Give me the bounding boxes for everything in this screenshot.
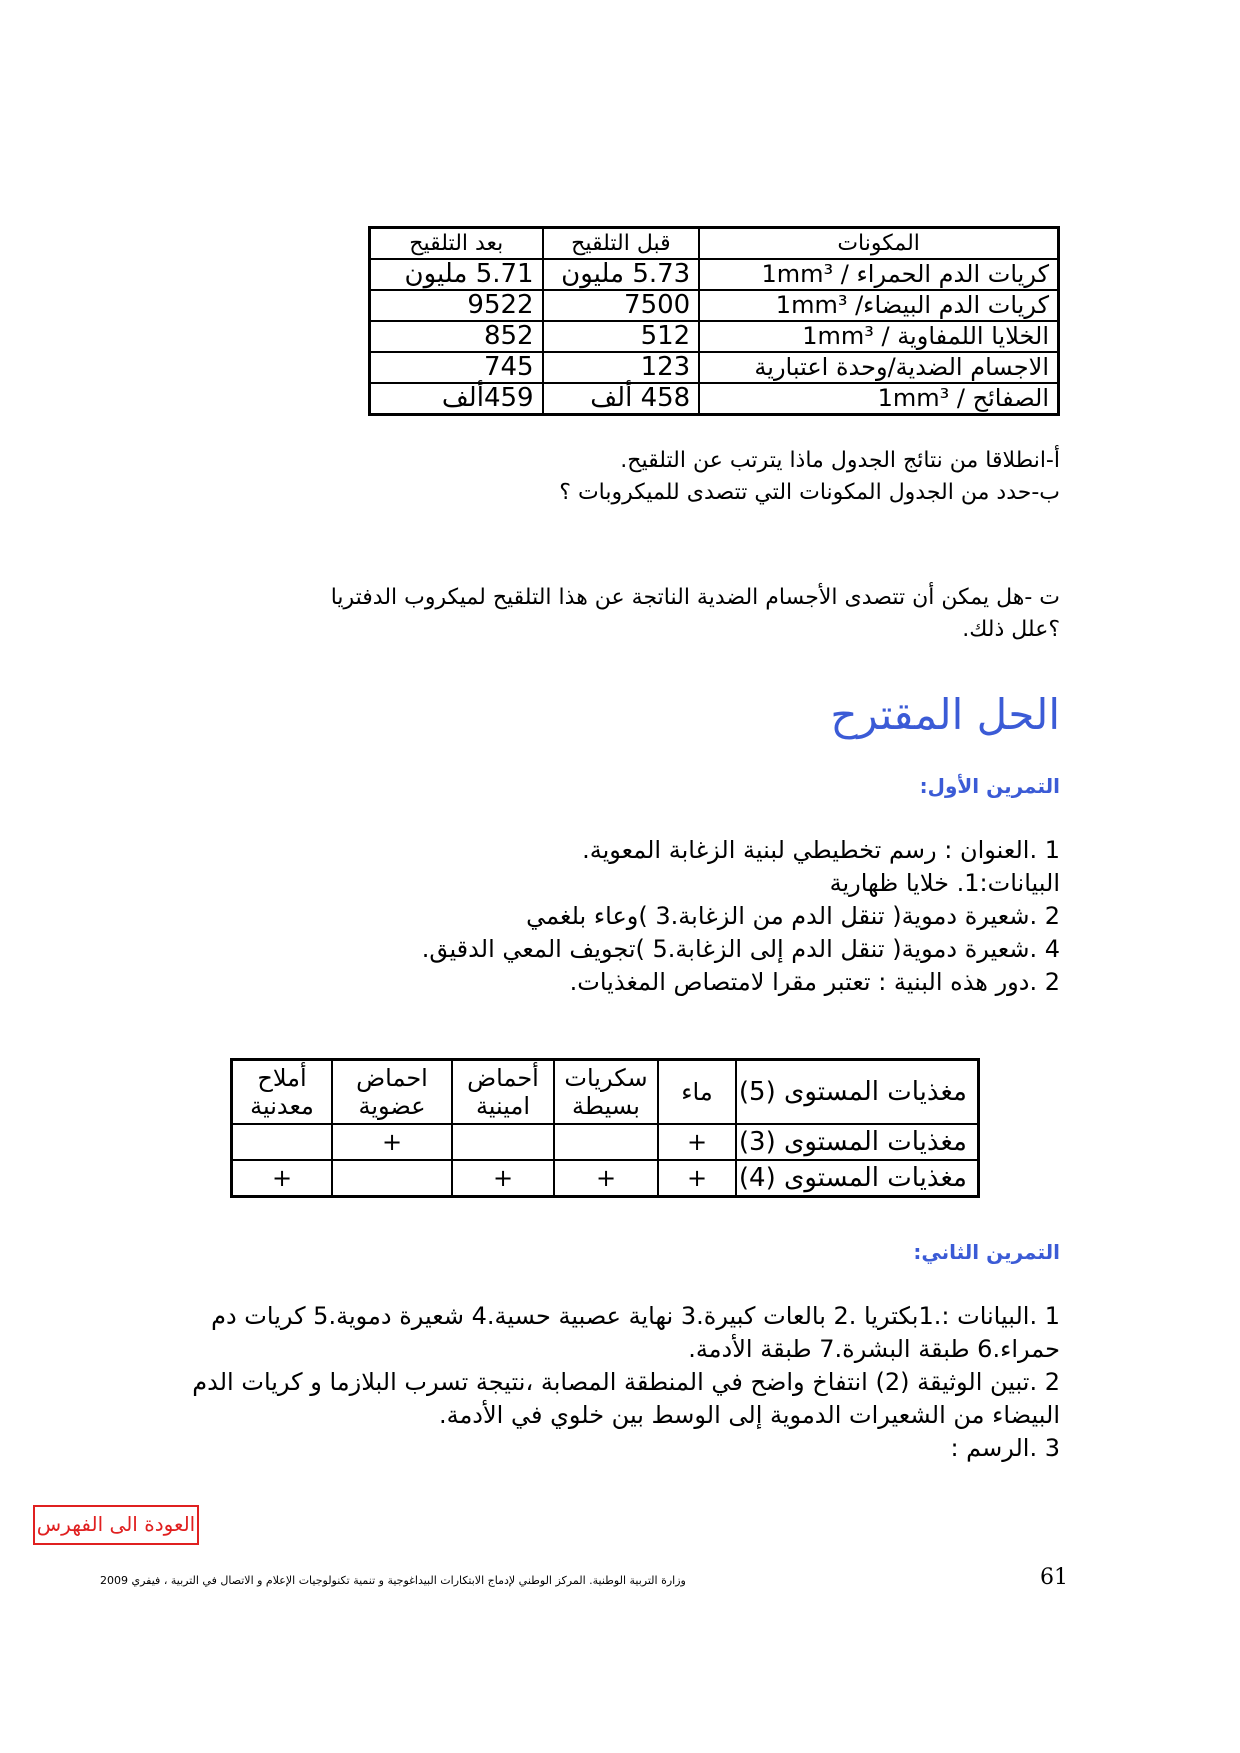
table-cell: 9522 xyxy=(370,290,543,321)
table-cell: 123 xyxy=(543,352,700,383)
table-cell: 745 xyxy=(370,352,543,383)
table-row xyxy=(370,290,1059,321)
table-cell xyxy=(332,1160,452,1197)
page-heading: الحل المقترح xyxy=(830,690,1060,739)
question-a: أ-انطلاقا من نتائج الجدول ماذا يترتب عن التلقيح. xyxy=(620,448,1060,473)
table-row xyxy=(370,352,1059,383)
table-row xyxy=(232,1160,979,1197)
table-cell: سكريات بسيطة xyxy=(554,1060,658,1125)
table-cell: + xyxy=(658,1124,736,1160)
vaccination-table xyxy=(368,226,1060,416)
footer-text: وزارة التربية الوطنية. المركز الوطني لإدماج الابتكارات البيداغوجية و تنمية تكنولوجيات الإعلام و الاتصال في التربية ، فيفري 2009 xyxy=(100,1574,686,1587)
nutrients-table xyxy=(230,1058,980,1198)
exercise1-line: 4 .شعيرة دموية( تنقل الدم إلى الزغابة.5 )تجويف المعي الدقيق. xyxy=(421,935,1060,963)
table-cell: مغذيات المستوى (5) xyxy=(736,1060,979,1125)
table-cell: + xyxy=(332,1124,452,1160)
table-cell: كريات الدم الحمراء / 1mm³ xyxy=(699,259,1058,290)
table-cell xyxy=(554,1124,658,1160)
table-row xyxy=(370,321,1059,352)
exercise1-title: التمرين الأول: xyxy=(919,774,1060,798)
table-cell: + xyxy=(232,1160,333,1197)
back-to-index-link[interactable]: العودة الى الفهرس xyxy=(33,1505,199,1545)
table-cell: أحماض امينية xyxy=(452,1060,554,1125)
exercise2-paragraph: 2 .تبين الوثيقة (2) انتفاخ واضح في المنطقة المصابة ،نتيجة تسرب البلازما و كريات الدم البيضاء من الشعيرات الدموية إلى الوسط بين خلوي في الأدمة. xyxy=(192,1368,1060,1429)
table-cell: مغذيات المستوى (4) xyxy=(736,1160,979,1197)
table-cell: 458 ألف xyxy=(543,383,700,415)
exercise1-line: 2 .شعيرة دموية( تنقل الدم من الزغابة.3 )وعاء بلغمي xyxy=(526,902,1060,930)
table-cell: 5.71 مليون xyxy=(370,259,543,290)
table-cell: 459ألف xyxy=(370,383,543,415)
question-c-cont: ؟علل ذلك. xyxy=(962,617,1060,642)
table-cell: ماء xyxy=(658,1060,736,1125)
header-components: المكونات xyxy=(699,228,1058,260)
header-before: قبل التلقيح xyxy=(543,228,700,260)
table-cell: مغذيات المستوى (3) xyxy=(736,1124,979,1160)
exercise1-line: 1 .العنوان : رسم تخطيطي لبنية الزغابة المعوية. xyxy=(582,836,1060,864)
table-cell: أملاح معدنية xyxy=(232,1060,333,1125)
table-cell: الاجسام الضدية/وحدة اعتبارية xyxy=(699,352,1058,383)
table-cell: الخلايا اللمفاوية / 1mm³ xyxy=(699,321,1058,352)
table-header-row xyxy=(232,1060,979,1125)
table-cell: الصفائح / 1mm³ xyxy=(699,383,1058,415)
exercise2-title: التمرين الثاني: xyxy=(913,1240,1060,1264)
question-c: ت -هل يمكن أن تتصدى الأجسام الضدية الناتجة عن هذا التلقيح لميكروب الدفتريا xyxy=(330,585,1060,610)
table-cell xyxy=(232,1124,333,1160)
table-cell: + xyxy=(452,1160,554,1197)
table-cell: + xyxy=(554,1160,658,1197)
exercise2-paragraph: 3 .الرسم : xyxy=(950,1434,1060,1462)
question-b: ب-حدد من الجدول المكونات التي تتصدى للميكروبات ؟ xyxy=(559,480,1060,505)
table-cell: 5.73 مليون xyxy=(543,259,700,290)
table-cell: 512 xyxy=(543,321,700,352)
table-cell: + xyxy=(658,1160,736,1197)
exercise1-line: 2 .دور هذه البنية : تعتبر مقرا لامتصاص المغذيات. xyxy=(569,968,1060,996)
exercise2-paragraph: 1 .البيانات :.1بكتريا .2 بالعات كبيرة.3 نهاية عصبية حسية.4 شعيرة دموية.5 كريات دم حمراء.6 طبقة البشرة.7 طبقة الأدمة. xyxy=(211,1302,1060,1363)
table-row xyxy=(370,383,1059,415)
table-cell: 852 xyxy=(370,321,543,352)
table-row xyxy=(232,1124,979,1160)
header-after: بعد التلقيح xyxy=(370,228,543,260)
table-cell: كريات الدم البيضاء/ 1mm³ xyxy=(699,290,1058,321)
page-number: 61 xyxy=(1040,1565,1068,1590)
table-cell: 7500 xyxy=(543,290,700,321)
table-cell xyxy=(452,1124,554,1160)
exercise1-line: البيانات:1. خلايا ظهارية xyxy=(829,869,1060,897)
table-cell: احماض عضوية xyxy=(332,1060,452,1125)
table-row xyxy=(370,259,1059,290)
table-header-row xyxy=(370,228,1059,260)
